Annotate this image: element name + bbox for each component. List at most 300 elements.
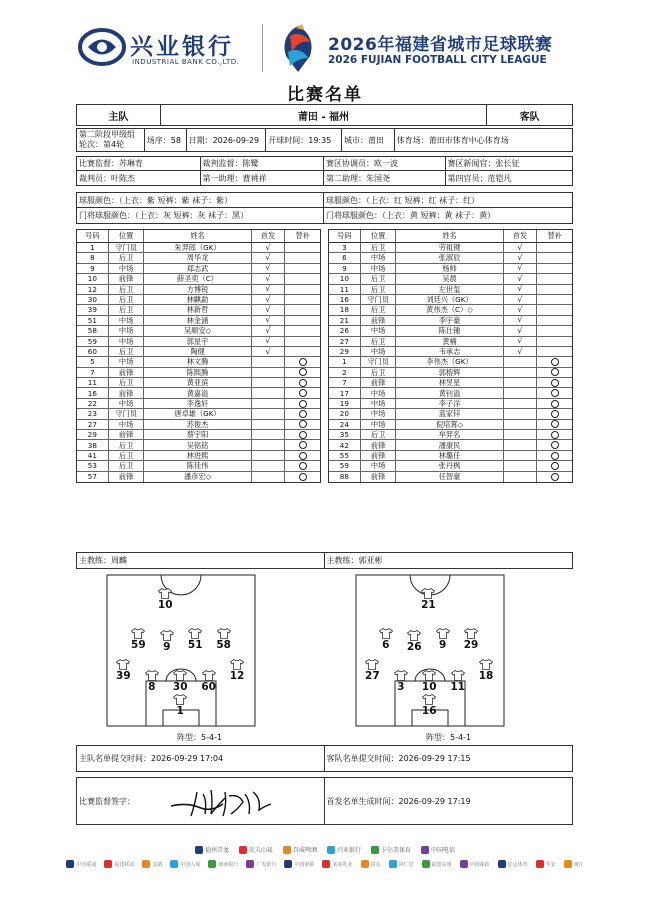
substitute-cell bbox=[537, 285, 572, 294]
starter-cell bbox=[504, 253, 538, 262]
player-position: 前锋 bbox=[109, 274, 145, 283]
sponsor-mark-icon bbox=[239, 846, 247, 854]
formation-player-number: 10 bbox=[157, 599, 173, 611]
player-name: 陈仕锺 bbox=[396, 326, 503, 335]
substitute-cell bbox=[285, 326, 320, 335]
substitute-cell bbox=[285, 243, 320, 252]
player-name: 黄楠 bbox=[396, 337, 503, 346]
substitute-cell bbox=[285, 440, 320, 449]
sponsor-mark-icon bbox=[195, 846, 203, 854]
player-name: 郭星宇 bbox=[144, 337, 251, 346]
player-name: 陶健 bbox=[144, 347, 251, 356]
starter-cell bbox=[252, 295, 286, 304]
player-number: 20 bbox=[329, 409, 361, 418]
roster-row bbox=[77, 274, 320, 284]
sponsor-name: 中国银联 bbox=[294, 861, 315, 868]
starter-check-icon: √ bbox=[265, 284, 271, 294]
starter-cell bbox=[252, 326, 286, 335]
substitute-cell bbox=[537, 295, 572, 304]
roster-row bbox=[77, 253, 320, 263]
roster-row bbox=[329, 253, 572, 263]
formation-player-number: 30 bbox=[172, 681, 188, 693]
roster-row bbox=[329, 430, 572, 440]
officials bbox=[76, 156, 573, 186]
roster-row bbox=[329, 357, 572, 367]
starter-cell bbox=[504, 243, 538, 252]
player-position: 前锋 bbox=[361, 316, 397, 325]
substitute-cell bbox=[537, 440, 572, 449]
substitute-circle-icon bbox=[551, 379, 559, 387]
substitute-circle-icon bbox=[551, 473, 559, 481]
substitute-cell bbox=[285, 472, 320, 482]
player-position: 后卫 bbox=[361, 274, 397, 283]
first-assistant: 第一助理：曹祧祥 bbox=[201, 171, 325, 185]
starter-cell bbox=[504, 409, 538, 418]
substitute-cell bbox=[285, 378, 320, 387]
sponsor-logo bbox=[422, 860, 452, 868]
jersey-shape bbox=[464, 628, 478, 639]
starter-check-icon: √ bbox=[265, 346, 271, 356]
starter-cell bbox=[252, 264, 286, 273]
away-formation-label: 阵型：5-4-1 bbox=[426, 733, 472, 742]
roster-row bbox=[329, 420, 572, 430]
substitute-circle-icon bbox=[551, 431, 559, 439]
substitute-cell bbox=[285, 274, 320, 283]
sponsor-mark-icon bbox=[422, 860, 430, 868]
player-number: 10 bbox=[77, 274, 109, 283]
sponsor-name: 福州青龙 bbox=[204, 847, 229, 854]
starter-cell bbox=[504, 316, 538, 325]
jersey-icon bbox=[464, 628, 478, 639]
player-position: 中场 bbox=[109, 420, 145, 429]
starter-header: 首发 bbox=[252, 230, 286, 242]
player-position: 后卫 bbox=[109, 253, 145, 262]
substitute-cell bbox=[285, 368, 320, 377]
starter-cell bbox=[252, 357, 286, 366]
player-number: 30 bbox=[77, 295, 109, 304]
starter-cell bbox=[252, 409, 286, 418]
substitute-cell bbox=[537, 472, 572, 482]
player-name: 林金涵 bbox=[144, 316, 251, 325]
roster-row bbox=[77, 243, 320, 253]
player-number: 2 bbox=[329, 368, 361, 377]
player-position: 中场 bbox=[361, 347, 397, 356]
player-number: 8 bbox=[77, 253, 109, 262]
player-number: 27 bbox=[77, 420, 109, 429]
sponsor-mark-icon bbox=[327, 846, 335, 854]
roster-row bbox=[77, 326, 320, 336]
player-name: 陈熙腾 bbox=[144, 368, 251, 377]
roster-row bbox=[329, 295, 572, 305]
player-position: 中场 bbox=[109, 399, 145, 408]
player-position: 后卫 bbox=[109, 451, 145, 460]
starter-cell bbox=[504, 378, 538, 387]
roster-row bbox=[329, 274, 572, 284]
starter-cell bbox=[252, 274, 286, 283]
jersey-icon bbox=[421, 588, 435, 599]
sponsor-mark-icon bbox=[284, 860, 292, 868]
venue: 体育场：莆田市体育中心体育场 bbox=[396, 135, 509, 145]
player-name: 潘康民 bbox=[396, 440, 503, 449]
home-coach: 主教练：周麟 bbox=[77, 553, 325, 568]
roster-row bbox=[329, 399, 572, 409]
player-number: 24 bbox=[329, 420, 361, 429]
player-position: 中场 bbox=[109, 316, 145, 325]
sponsor-logo bbox=[371, 845, 411, 854]
player-position: 后卫 bbox=[361, 337, 397, 346]
starter-check-icon: √ bbox=[265, 326, 271, 335]
away-formation-pitch bbox=[355, 574, 505, 727]
player-position: 守门员 bbox=[361, 295, 397, 304]
roster-row bbox=[329, 461, 572, 471]
jersey-shape bbox=[202, 670, 216, 681]
sponsor-logo bbox=[460, 860, 490, 868]
substitute-cell bbox=[537, 316, 572, 325]
signature-label: 比赛监督签字： bbox=[79, 796, 135, 806]
substitute-circle-icon bbox=[551, 358, 559, 366]
player-name: 韦承志 bbox=[396, 347, 503, 356]
formation-player-number: 21 bbox=[421, 599, 436, 611]
starter-cell bbox=[252, 399, 286, 408]
number-header: 号码 bbox=[77, 230, 109, 242]
substitute-cell bbox=[537, 388, 572, 397]
player-number: 23 bbox=[77, 409, 109, 418]
starter-cell bbox=[252, 253, 286, 262]
substitute-header: 替补 bbox=[295, 231, 310, 241]
player-name: 薛圣奕（C） bbox=[144, 274, 251, 283]
starter-cell bbox=[504, 295, 538, 304]
sponsor-logo bbox=[564, 860, 584, 868]
starter-check-icon: √ bbox=[517, 294, 523, 304]
substitute-cell bbox=[537, 399, 572, 408]
player-name: 苏俊杰 bbox=[144, 420, 251, 429]
sponsor-mark-icon bbox=[389, 860, 397, 868]
player-position: 中场 bbox=[361, 326, 397, 335]
starter-cell bbox=[504, 368, 538, 377]
player-position: 中场 bbox=[109, 337, 145, 346]
starter-cell bbox=[252, 368, 286, 377]
formation-player-number: 60 bbox=[201, 681, 216, 693]
substitute-cell bbox=[285, 253, 320, 262]
roster-row bbox=[77, 451, 320, 461]
starter-cell bbox=[252, 378, 286, 387]
substitute-cell bbox=[537, 253, 572, 262]
substitute-cell bbox=[285, 264, 320, 273]
sponsor-name: 福建高速 bbox=[431, 861, 452, 868]
player-number: 16 bbox=[77, 388, 109, 397]
sponsor-logo bbox=[239, 845, 273, 854]
jersey-icon bbox=[173, 670, 187, 681]
starter-cell bbox=[252, 461, 286, 470]
sponsor-mark-icon bbox=[498, 860, 506, 868]
jersey-icon bbox=[145, 670, 159, 681]
player-name: 方博锐 bbox=[144, 285, 251, 294]
sponsor-mark-icon bbox=[142, 860, 150, 868]
starter-check-icon: √ bbox=[517, 326, 523, 335]
roster-row bbox=[77, 337, 320, 347]
substitute-cell bbox=[285, 285, 320, 294]
away-submit-time: 客队名单提交时间：2026-09-29 17:15 bbox=[326, 754, 471, 763]
sponsor-name: 闽江 bbox=[573, 861, 584, 868]
player-position: 后卫 bbox=[109, 347, 145, 356]
roster-row bbox=[77, 420, 320, 430]
player-position: 中场 bbox=[361, 409, 397, 418]
name-header: 姓名 bbox=[396, 230, 503, 242]
substitute-circle-icon bbox=[299, 462, 307, 470]
player-position: 中场 bbox=[109, 357, 145, 366]
player-number: 17 bbox=[329, 388, 361, 397]
roster-row bbox=[329, 378, 572, 388]
player-position: 前锋 bbox=[109, 472, 145, 482]
sponsor-mark-icon bbox=[66, 860, 74, 868]
substitute-cell bbox=[285, 316, 320, 325]
sponsor-mark-icon bbox=[361, 860, 369, 868]
round: 轮次：第4轮 bbox=[79, 140, 125, 149]
jersey-icon bbox=[188, 628, 202, 639]
referee: 裁判员：叶陈杰 bbox=[77, 171, 201, 185]
roster-row bbox=[329, 440, 572, 450]
substitute-cell bbox=[537, 326, 572, 335]
player-name: 林进熙 bbox=[144, 451, 251, 460]
player-number: 35 bbox=[329, 430, 361, 439]
signature-section bbox=[76, 777, 573, 825]
player-name: 周华龙 bbox=[144, 253, 251, 262]
bank-logo-icon bbox=[78, 28, 126, 66]
substitute-cell bbox=[285, 337, 320, 346]
roster-header-row bbox=[77, 230, 320, 243]
roster-row bbox=[329, 305, 572, 315]
substitute-circle-icon bbox=[551, 452, 559, 460]
roster-row bbox=[77, 461, 320, 471]
venue-coordinator: 赛区协调员：欧一波 bbox=[324, 157, 446, 170]
roster-row bbox=[77, 472, 320, 482]
substitute-cell bbox=[285, 305, 320, 314]
player-position: 中场 bbox=[361, 388, 397, 397]
sponsor-mark-icon bbox=[371, 846, 379, 854]
press-officer: 赛区新闻官：张长征 bbox=[447, 159, 520, 168]
jersey-shape bbox=[422, 670, 436, 681]
roster-row bbox=[77, 285, 320, 295]
player-position: 中场 bbox=[361, 264, 397, 273]
jersey-shape bbox=[394, 670, 408, 681]
player-position: 前锋 bbox=[361, 472, 397, 482]
substitute-cell bbox=[537, 243, 572, 252]
match-supervisor: 比赛监督：苏琳育 bbox=[77, 157, 201, 170]
roster-row bbox=[329, 326, 572, 336]
player-name: 蔡宇阳 bbox=[144, 430, 251, 439]
sponsor-name: 福建移动 bbox=[114, 861, 135, 868]
roster-row bbox=[77, 316, 320, 326]
player-number: 39 bbox=[77, 305, 109, 314]
sponsor-logo bbox=[536, 860, 556, 868]
player-number: 55 bbox=[329, 451, 361, 460]
substitute-cell bbox=[285, 409, 320, 418]
fourth-official: 第四官员：范铠凡 bbox=[447, 173, 512, 183]
second-assistant: 第二助理：朱国尧 bbox=[324, 171, 446, 185]
starter-check-icon: √ bbox=[265, 294, 271, 304]
player-number: 29 bbox=[77, 430, 109, 439]
substitute-circle-icon bbox=[551, 441, 559, 449]
player-position: 守门员 bbox=[109, 409, 145, 418]
player-number: 27 bbox=[329, 337, 361, 346]
home-formation-label: 阵型：5-4-1 bbox=[177, 733, 223, 742]
page-title: 比赛名单 bbox=[287, 85, 363, 105]
match-date: 日期：2026-09-29 bbox=[187, 129, 267, 151]
starter-cell bbox=[504, 461, 538, 470]
jersey-icon bbox=[365, 659, 379, 670]
player-number: 3 bbox=[329, 243, 361, 252]
sponsor-logo bbox=[66, 860, 96, 868]
player-name: 劳祖键 bbox=[396, 243, 503, 252]
substitute-cell bbox=[537, 274, 572, 283]
player-name: 任智豪 bbox=[396, 472, 503, 482]
coaches bbox=[76, 552, 573, 569]
starter-check-icon: √ bbox=[517, 284, 523, 294]
roster-row bbox=[329, 316, 572, 326]
substitute-cell bbox=[537, 368, 572, 377]
position-header: 位置 bbox=[361, 230, 397, 242]
player-name: 牟羿名 bbox=[396, 430, 503, 439]
starter-check-icon: √ bbox=[517, 243, 523, 252]
player-name: 李逸轩 bbox=[144, 399, 251, 408]
substitute-circle-icon bbox=[551, 462, 559, 470]
substitute-cell bbox=[537, 451, 572, 460]
roster-row bbox=[329, 337, 572, 347]
substitute-circle-icon bbox=[299, 473, 307, 481]
sponsor-mark-icon bbox=[564, 860, 572, 868]
home-roster bbox=[76, 229, 321, 483]
sponsor-name: 中国电信 bbox=[431, 847, 456, 854]
player-name: 黄伟杰（C）◇ bbox=[396, 305, 503, 314]
starter-cell bbox=[252, 243, 286, 252]
player-number: 5 bbox=[77, 357, 109, 366]
player-number: 53 bbox=[77, 461, 109, 470]
player-position: 后卫 bbox=[361, 243, 397, 252]
jersey-icon bbox=[158, 588, 172, 599]
player-name: 林新哲 bbox=[144, 305, 251, 314]
sponsor-logo bbox=[104, 860, 134, 868]
player-number: 51 bbox=[77, 316, 109, 325]
kickoff-time: 开球时间：19:35 bbox=[266, 129, 342, 151]
substitute-cell bbox=[537, 264, 572, 273]
jersey-icon bbox=[436, 628, 450, 639]
substitute-cell bbox=[285, 461, 320, 470]
starter-check-icon: √ bbox=[517, 253, 523, 263]
player-number: 59 bbox=[77, 337, 109, 346]
jersey-icon bbox=[173, 694, 187, 705]
sponsor-mark-icon bbox=[283, 846, 291, 854]
player-position: 前锋 bbox=[361, 440, 397, 449]
roster-row bbox=[77, 264, 320, 274]
starter-cell bbox=[252, 472, 286, 482]
player-name: 郑志武 bbox=[144, 264, 251, 273]
roster-row bbox=[77, 399, 320, 409]
player-position: 后卫 bbox=[361, 430, 397, 439]
sponsor-name: 广发银行 bbox=[256, 861, 277, 868]
substitute-cell bbox=[285, 357, 320, 366]
substitute-circle-icon bbox=[299, 410, 307, 418]
formation-player-number: 9 bbox=[438, 639, 447, 651]
player-number: 59 bbox=[329, 461, 361, 470]
starter-cell bbox=[504, 357, 538, 366]
starter-cell bbox=[504, 264, 538, 273]
sponsor-name: 兴业银行 bbox=[337, 847, 362, 854]
substitute-circle-icon bbox=[551, 400, 559, 408]
jersey-icon bbox=[379, 628, 393, 639]
player-position: 后卫 bbox=[109, 461, 145, 470]
jersey-icon bbox=[217, 628, 231, 639]
roster-row bbox=[77, 295, 320, 305]
sponsor-mark-icon bbox=[421, 846, 429, 854]
jersey-shape bbox=[479, 659, 493, 670]
sponsor-name: 某某乳业 bbox=[332, 861, 353, 868]
sponsor-name: 百威啤酒 bbox=[292, 847, 317, 854]
roster-row bbox=[77, 388, 320, 398]
jersey-shape bbox=[436, 628, 450, 639]
substitute-circle-icon bbox=[299, 400, 307, 408]
sponsor-name: 同仁堂 bbox=[398, 861, 414, 868]
starter-check-icon: √ bbox=[265, 274, 271, 283]
sponsor-logo bbox=[283, 845, 317, 854]
player-number: 57 bbox=[77, 472, 109, 482]
player-position: 前锋 bbox=[361, 378, 397, 387]
jersey-icon bbox=[422, 670, 436, 681]
player-position: 中场 bbox=[361, 253, 397, 262]
starter-cell bbox=[504, 472, 538, 482]
away-kit: 球服颜色：（上衣：红 短裤：红 袜子：红） bbox=[326, 195, 480, 205]
roster-row bbox=[77, 430, 320, 440]
player-name: 李子洋 bbox=[396, 399, 503, 408]
sponsor-row-secondary bbox=[0, 860, 650, 868]
player-position: 后卫 bbox=[361, 285, 397, 294]
substitute-cell bbox=[285, 420, 320, 429]
number-header: 号码 bbox=[329, 230, 361, 242]
player-name: 朱羿郎（GK） bbox=[144, 243, 251, 252]
formation-player-number: 27 bbox=[365, 670, 380, 682]
player-number: 58 bbox=[77, 326, 109, 335]
home-submit-time: 主队名单提交时间：2026-09-29 17:04 bbox=[77, 746, 325, 771]
formation-player-number: 51 bbox=[187, 639, 203, 651]
formation-player-number: 8 bbox=[148, 681, 156, 693]
player-name: 刘廷兴（GK） bbox=[396, 295, 503, 304]
jersey-icon bbox=[202, 670, 216, 681]
player-name: 陈佳伟 bbox=[144, 461, 251, 470]
player-name: 左世玺 bbox=[396, 285, 503, 294]
player-number: 60 bbox=[77, 347, 109, 356]
starter-cell bbox=[504, 430, 538, 439]
sponsor-logo bbox=[208, 860, 238, 868]
sponsor-logo bbox=[327, 845, 361, 854]
match-info bbox=[76, 128, 573, 152]
player-position: 中场 bbox=[109, 326, 145, 335]
player-number: 7 bbox=[329, 378, 361, 387]
sponsor-logo bbox=[361, 860, 381, 868]
matchup: 莆田 - 福州 bbox=[161, 105, 488, 125]
player-number: 29 bbox=[329, 347, 361, 356]
position-header: 位置 bbox=[109, 230, 145, 242]
starter-check-icon: √ bbox=[265, 253, 271, 263]
sponsor-mark-icon bbox=[460, 860, 468, 868]
formation-player-number: 29 bbox=[463, 639, 479, 651]
league-logo-icon bbox=[272, 22, 324, 76]
player-number: 19 bbox=[329, 399, 361, 408]
starter-cell bbox=[504, 285, 538, 294]
formation-player-number: 6 bbox=[382, 639, 390, 651]
sponsor-name: 华安 bbox=[545, 861, 556, 868]
player-position: 前锋 bbox=[361, 451, 397, 460]
substitute-cell bbox=[537, 357, 572, 366]
starter-check-icon: √ bbox=[517, 315, 523, 325]
